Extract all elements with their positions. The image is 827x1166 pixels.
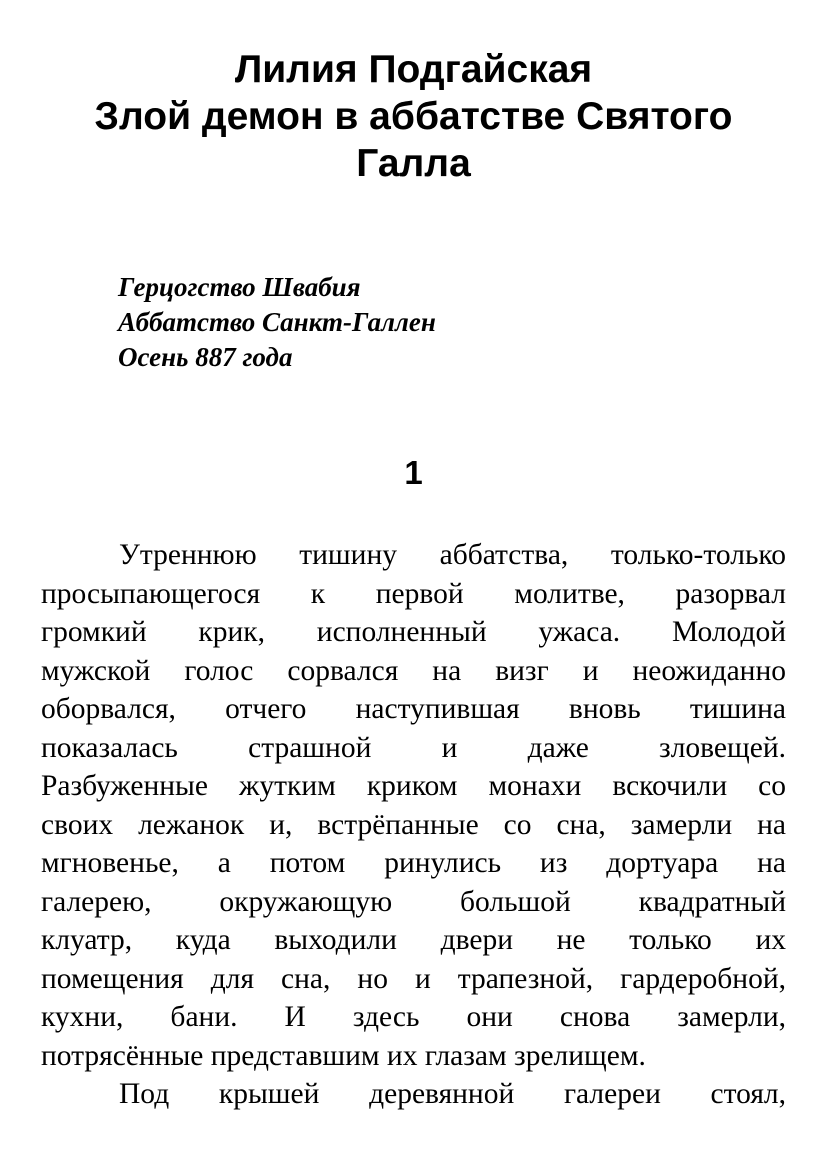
paragraph-1-line-4: мужской голос сорвался на визг и неожиданно (41, 654, 786, 687)
paragraph-2-line-1: Под крышей деревянной галереи стоял, (119, 1078, 786, 1110)
epigraph-place: Герцогство Швабия (118, 272, 361, 302)
book-title (0, 46, 827, 187)
paragraph-1-line-12: помещения для сна, но и трапезной, гардеробной, (41, 962, 786, 995)
paragraph-1-line-2: просыпающегося к первой молитве, разорвал (41, 577, 786, 610)
paragraph-1-line-13: кухни, бани. И здесь они снова замерли, (41, 1001, 786, 1033)
chapter-number: 1 (404, 454, 423, 491)
paragraph-1-line-8: своих лежанок и, встрёпанные со сна, замерли на (41, 808, 786, 841)
paragraph-1-line-7: Разбуженные жутким криком монахи вскочили со (41, 770, 786, 802)
body-text (41, 536, 786, 1114)
paragraph-1-line-5: оборвался, отчего наступившая вновь тишина (41, 693, 786, 725)
epigraph (118, 270, 436, 375)
epigraph-date: Осень 887 года (118, 342, 293, 372)
paragraph-1-line-11: клуатр, куда выходили двери не только их (41, 924, 786, 956)
paragraph-1-line-9: мгновенье, а потом ринулись из дортуара на (41, 847, 786, 879)
author-name: Лилия Подгайская (234, 48, 593, 91)
paragraph-1-line-14: потрясённые представшим их глазам зрелищем. (41, 1039, 646, 1072)
paragraph-1-line-3: громкий крик, исполненный ужаса. Молодой (41, 616, 786, 648)
paragraph-1-line-1: Утреннюю тишину аббатства, только-только (119, 539, 786, 571)
title-line-2: Галла (356, 142, 471, 185)
paragraph-1-line-6: показалась страшной и даже зловещей. (41, 731, 786, 764)
title-line-1: Злой демон в аббатстве Святого (94, 95, 733, 138)
epigraph-abbey: Аббатство Санкт-Галлен (118, 307, 436, 337)
paragraph-1-line-10: галерею, окружающую большой квадратный (41, 885, 786, 918)
